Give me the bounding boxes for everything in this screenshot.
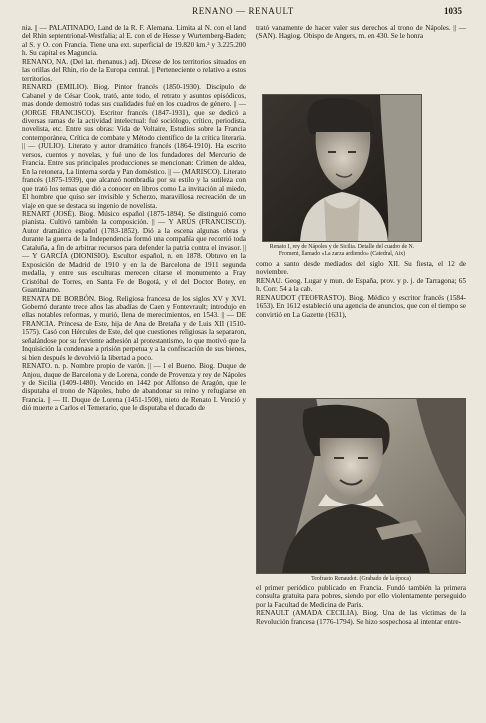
entry-renard: RENARD (EMILIO). Biog. Pintor francés (1850-1930). Discípulo de Cabanel y de César Cook, trató, ante todo, el retrato y asuntos episódicos, mas donde demostró todas sus cualidades fué en los cuadros de género. || — (JORGE FRANCISCO). Escritor francés (1847-1931), que se dedicó a diversas ramas de la actividad intelectual: fué sociólogo, crítico, periodista, novelista, etc. Entre sus obras: Vida de Voltaire, Estudios sobre la Francia contemporánea, Crítica de combate y Método científico de la crítica literaria. || — (JULIO). Literato y autor dramático francés (1864-1910). Ha escrito versos, cuentos y novelas, y fué uno de los fundadores del Mercurio de Francia. Entre sus principales producciones se mencionan: Crimen de aldea, En la retonera, La linterna sorda y Pan doméstico. || — (MARISCO). Literato francés (1875-1939), que alcanzó nombradía por su estilo y la sutileza con que trató los temas que dió a conocer en libros como La invitación al miedo, El hombre que quiso ser invisible y Scherzo, maravillosa recreación de un viaje en que se destaca su ingenio de novelista.	[22, 83, 246, 210]
portrait-renato-i-image	[262, 94, 422, 242]
entry-renaudot-continued: el primer periódico publicado en Francia. Fundó también la primera consulta gratuita para pobres, siendo por ello violentamente perseguido por la Facultad de Medicina de París.	[256, 584, 466, 609]
entry-renato: RENATO. n. p. Nombre propio de varón. || — I el Bueno. Biog. Duque de Anjou, duque de Barcelona y de Lorena, conde de Provenza y rey de Nápoles y de Sicilia (1409-1480). Vencido en 1442 por Alfonso de Aragón, que le disputaba el trono de Nápoles, hubo de abandonar su reino y refugiarse en Francia. || — II. Duque de Lorena (1451-1508), nieto de Renato I. Venció y dió muerte a Carlos el Temerario, que le disputaba el ducado de	[22, 362, 246, 413]
portrait-renaudot-caption: Teofrasto Renaudot. (Grabado de la época)	[311, 576, 411, 582]
entry-renato-continued: trató vanamente de hacer valer sus derechos al trono de Nápoles. || — (SAN). Hagiog. Obispo de Angers, m. en 430. Se le honra	[256, 24, 466, 41]
page-header	[24, 6, 462, 22]
entry-renault: RENAULT (AMADA CECILIA). Biog. Una de las víctimas de la Revolución francesa (1776-1794). Se hizo sospechosa al intentar entre-	[256, 609, 466, 626]
entry-san-renato-continued: como a santo desde mediados del siglo XII. Su fiesta, el 12 de noviembre.	[256, 260, 466, 277]
entry-renano: RENANO, NA. (Del lat. rhenanus.) adj. Dícese de los territorios situados en las orillas del Rhin, río de la Europa central. || Perteneciente o relativo a estos territorios.	[22, 57, 246, 83]
entry-renata: RENATA DE BORBÓN. Biog. Religiosa francesa de los siglos XV y XVI. Gobernó durante trece años las abadías de Caen y Fontevrault; introdujo en ellas notables reformas, y murió, llena de merecimientos, en 1543. || — DE FRANCIA. Princesa de Este, hija de Ana de Bretaña y de Luis XII (1510-1575). Casó con Hércules de Este, del que cuestiones religiosas la separaron, señalándose por su ferviente adhesión al protestantismo, lo que motivó que la Inquisición la condenase a prisión perpetua y a la confiscación de sus bienes, si bien después le devolvió la libertad a poco.	[22, 294, 246, 362]
entry-renau: RENAU. Geog. Lugar y mun. de España, prov. y p. j. de Tarragona; 65 h. Corr. 54 a la cab.	[256, 276, 466, 294]
portrait-renato-i-caption: Renato I, rey de Nápoles y de Sicilia. Detalle del cuadro de N. Froment, llamado «La zarza ardiendo» (Catedral, Aix)	[269, 244, 415, 257]
right-column-top-text	[256, 24, 466, 41]
left-column	[22, 24, 246, 413]
entry-renart: RENART (JOSÉ). Biog. Músico español (1875-1894). Se distinguió como pianista. Cultivó también la composición. || — Y ARÚS (FRANCISCO). Autor dramático español (1783-1852). Dió a la escena algunas obras y durante la guerra de la Independencia formó una compañía que recorrió toda Cataluña, a fin de arbitrar recursos para defender la patria contra el invasor. || — Y GARCÍA (DIONISIO). Escultor español, n. en 1878. Obtuvo en la Exposición de Madrid de 1910 y en la de Barcelona de 1911 segunda medalla, y entre sus esculturas merecen citarse el monumento a Fray Cristóbal de Torres, en Santa Fe de Bogotá, y el del Doctor Botey, en Guantánamo.	[22, 209, 246, 295]
entry-palatinado: nia. || — PALATINADO, Land de la R. F. Alemana. Limita al N. con el land del Rhin septentrional-Westfalia; al E. con el de Hesse y Wurtemberg-Baden; al S. y O. con Francia. Tiene una ext. superficial de 19.820 km.² y 3.225.200 h. Su capital es Maguncia.	[22, 24, 246, 58]
running-title: RENANO — RENAULT	[192, 6, 294, 16]
page-number: 1035	[444, 6, 462, 16]
right-column-middle-text	[256, 260, 466, 319]
entry-renaudot: RENAUDOT (TEOFRASTO). Biog. Médico y escritor francés (1584-1653). En 1612 estableció una agencia de anuncios, que con el tiempo se convirtió en La Gazette (1631),	[256, 293, 466, 319]
portrait-renaudot-image	[256, 398, 466, 574]
right-column-bottom-text	[256, 584, 466, 626]
